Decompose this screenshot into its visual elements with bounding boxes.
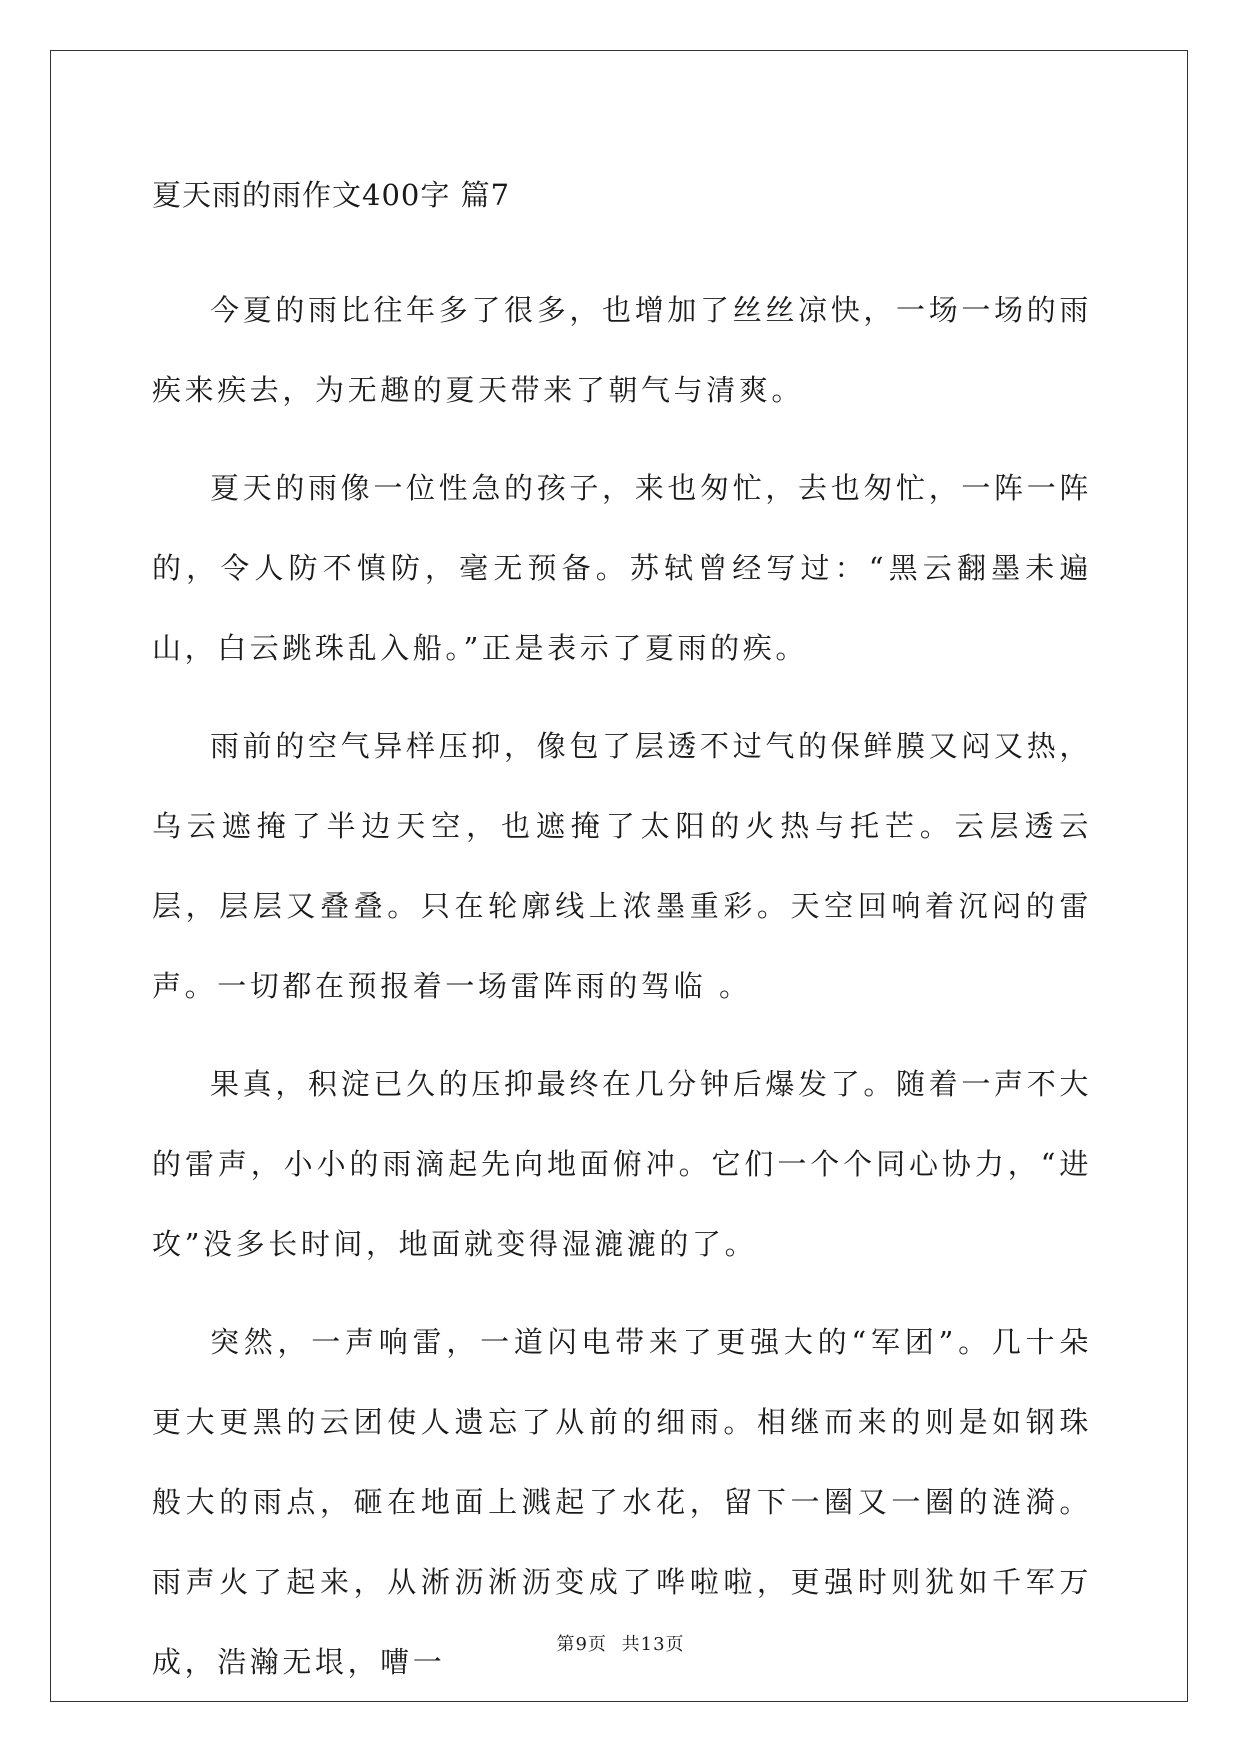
document-body — [152, 160, 1092, 1702]
paragraph-5: 突然，一声响雷，一道闪电带来了更强大的“军团”。几十朵更大更黑的云团使人遗忘了从前的细雨。相继而来的则是如钢珠般大的雨点，砸在地面上溅起了水花，留下一圈又一圈的涟漪。雨声火了起来，从淅沥淅沥变成了哗啦啦，更强时则犹如千军万成，浩瀚无垠，嘈一 — [152, 1325, 1092, 1679]
page-number-total: 共13页 — [621, 1634, 685, 1655]
document-title: 夏天雨的雨作文400字 篇7 — [152, 178, 511, 212]
paragraph-4: 果真，积淀已久的压抑最终在几分钟后爆发了。随着一声不大的雷声，小小的雨滴起先向地面俯冲。它们一个个同心协力，“进攻”没多长时间，地面就变得湿漉漉的了。 — [152, 1067, 1092, 1261]
paragraph-2: 夏天的雨像一位性急的孩子，来也匆忙，去也匆忙，一阵一阵的，令人防不慎防，毫无预备。苏轼曾经写过：“黑云翻墨未遍山，白云跳珠乱入船。”正是表示了夏雨的疾。 — [152, 471, 1092, 665]
page-footer — [0, 1630, 1241, 1656]
paragraph-1: 今夏的雨比往年多了很多，也增加了丝丝凉快，一场一场的雨疾来疾去，为无趣的夏天带来了朝气与清爽。 — [152, 293, 1092, 407]
page-number-current: 第9页 — [556, 1634, 607, 1655]
paragraph-3: 雨前的空气异样压抑，像包了层透不过气的保鲜膜又闷又热，乌云遮掩了半边天空，也遮掩了太阳的火热与托芒。云层透云层，层层又叠叠。只在轮廓线上浓墨重彩。天空回响着沉闷的雷声。一切都在预报着一场雷阵雨的驾临 。 — [152, 729, 1092, 1003]
